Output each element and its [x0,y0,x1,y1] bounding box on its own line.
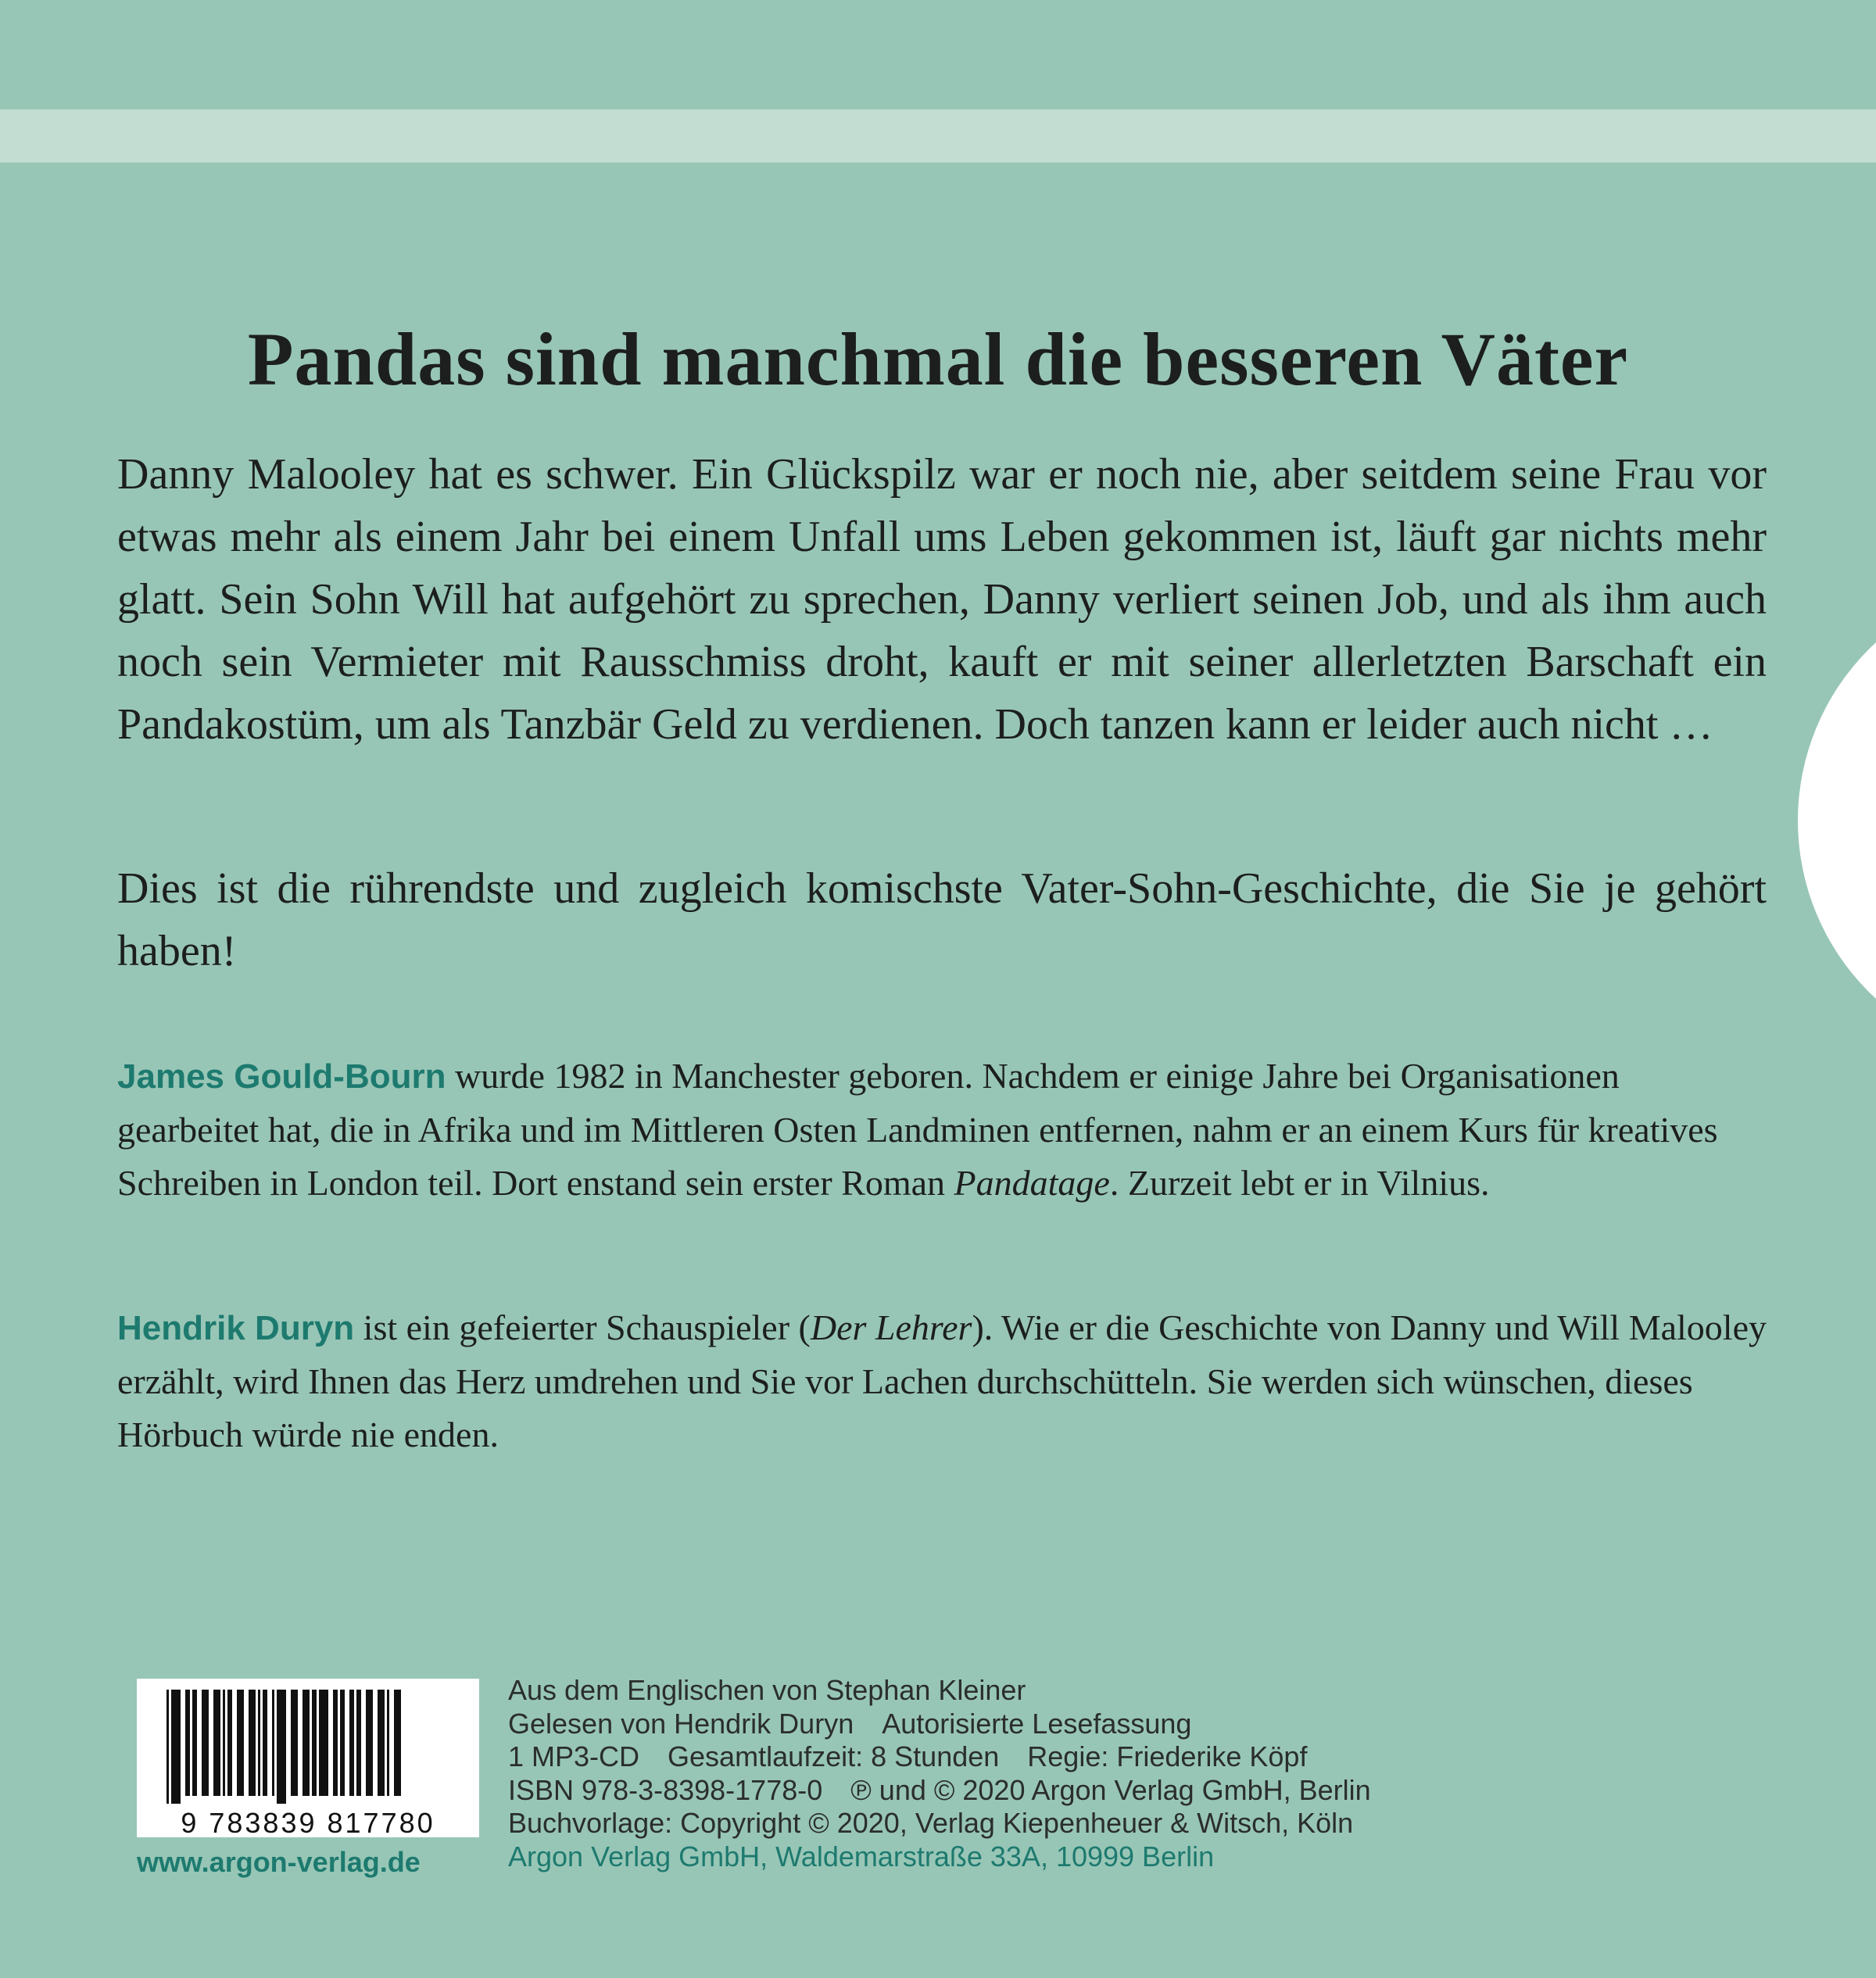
credit-edition: Autorisierte Lesefassung [882,1707,1192,1740]
barcode-bar [312,1690,317,1796]
barcode-bar [340,1690,345,1796]
barcode-bar [213,1690,220,1796]
website-link[interactable]: www.argon-verlag.de [137,1846,421,1878]
credits-block [508,1674,1837,1873]
blurb-paragraph-1: Danny Malooley hat es schwer. Ein Glückspilz war er noch nie, aber seitdem seine Frau vor etwas mehr als einem Jahr bei einem Unfall ums Leben gekommen ist, läuft gar nichts mehr glatt. Sein Sohn Will hat aufgehört zu sprechen, Danny verliert seinen Job, und als ihm auch noch sein Vermieter mit Rausschmiss droht, kauft er mit seiner allerletzten Barschaft ein Pandakostüm, um als Tanzbär Geld zu verdienen. Doch tanzen kann er leider auch nicht … [117,450,1767,749]
credit-address: Argon Verlag GmbH, Waldemarstraße 33A, 10999 Berlin [508,1840,1215,1872]
credit-format: 1 MP3-CD [508,1740,640,1772]
barcode-bar [249,1690,256,1796]
barcode-bar [356,1690,361,1796]
narrator-bio [117,1301,1767,1461]
barcode-bar [202,1690,209,1796]
barcode-bar [227,1690,232,1796]
credit-format-line [508,1740,1837,1774]
credit-rights: ℗ und © 2020 Argon Verlag GmbH, Berlin [850,1773,1371,1806]
credit-director: Regie: Friederike Köpf [1027,1740,1308,1772]
barcode-bar [394,1690,401,1796]
narrator-bio-text-2: ). Wie er die Geschichte von Danny und Will Malooley erzählt, wird Ihnen das Herz umdrehen und Sie vor Lachen durchschütteln. Sie werden sich wünschen, dieses Hörbuch würde nie enden. [117,1307,1767,1454]
credit-reader-line [508,1708,1837,1741]
barcode-bar [291,1690,298,1796]
barcode-bar [263,1690,267,1796]
barcode-digits: 9 783839 817780 [181,1807,435,1839]
credit-translation: Aus dem Englischen von Stephan Kleiner [508,1674,1026,1706]
barcode-bar [171,1690,181,1804]
author-book-title: Pandatage [954,1163,1110,1203]
credit-runtime: Gesamtlaufzeit: 8 Stunden [668,1740,1000,1772]
barcode-bar [223,1690,225,1796]
barcode-bar [378,1690,385,1796]
author-bio-text-2: . Zurzeit lebt er in Vilnius. [1109,1163,1490,1203]
narrator-bio-text-1: ist ein gefeierter Schauspieler ( [354,1307,811,1347]
barcode-bar [303,1690,310,1796]
barcode-bar [166,1690,169,1804]
barcode-bar [258,1690,260,1796]
barcode-bar [333,1690,338,1796]
credit-source: Buchvorlage: Copyright © 2020, Verlag Kiepenheuer & Witsch, Köln [508,1807,1354,1839]
narrator-show-title: Der Lehrer [810,1307,972,1347]
headline: Pandas sind manchmal die besseren Väter [247,317,1629,401]
top-stripe [0,109,1876,163]
barcode-bar [192,1690,197,1796]
author-bio-text-1: wurde 1982 in Manchester geboren. Nachdem er einige Jahre bei Organisationen gearbeitet hat, die in Afrika und im Mittleren Osten Landminen entfernen, nahm er an einem Kurs für kreatives Schreiben in London teil. Dort enstand sein erster Roman [117,1056,1718,1203]
credit-isbn-line [508,1774,1837,1808]
blurb-paragraph-2: Dies ist die rührendste und zugleich komischste Vater-Sohn-Geschichte, die Sie je gehört haben! [117,864,1767,975]
barcode-bar [366,1690,373,1796]
author-name: James Gould-Bourn [117,1057,446,1096]
barcode-bar [185,1690,190,1796]
cd-disc-edge [1798,578,1876,1063]
barcode-bar [272,1690,274,1796]
barcode-bars [137,1679,479,1808]
barcode-bar [387,1690,389,1796]
barcode-bar [349,1690,354,1796]
barcode-bar [237,1690,244,1796]
credit-isbn: ISBN 978-3-8398-1778-0 [508,1773,823,1806]
author-bio [117,1050,1767,1210]
barcode-bar [319,1690,328,1796]
credit-reader: Gelesen von Hendrik Duryn [508,1707,854,1740]
narrator-name: Hendrik Duryn [117,1309,355,1347]
barcode-bar [277,1690,286,1804]
barcode [137,1679,479,1837]
